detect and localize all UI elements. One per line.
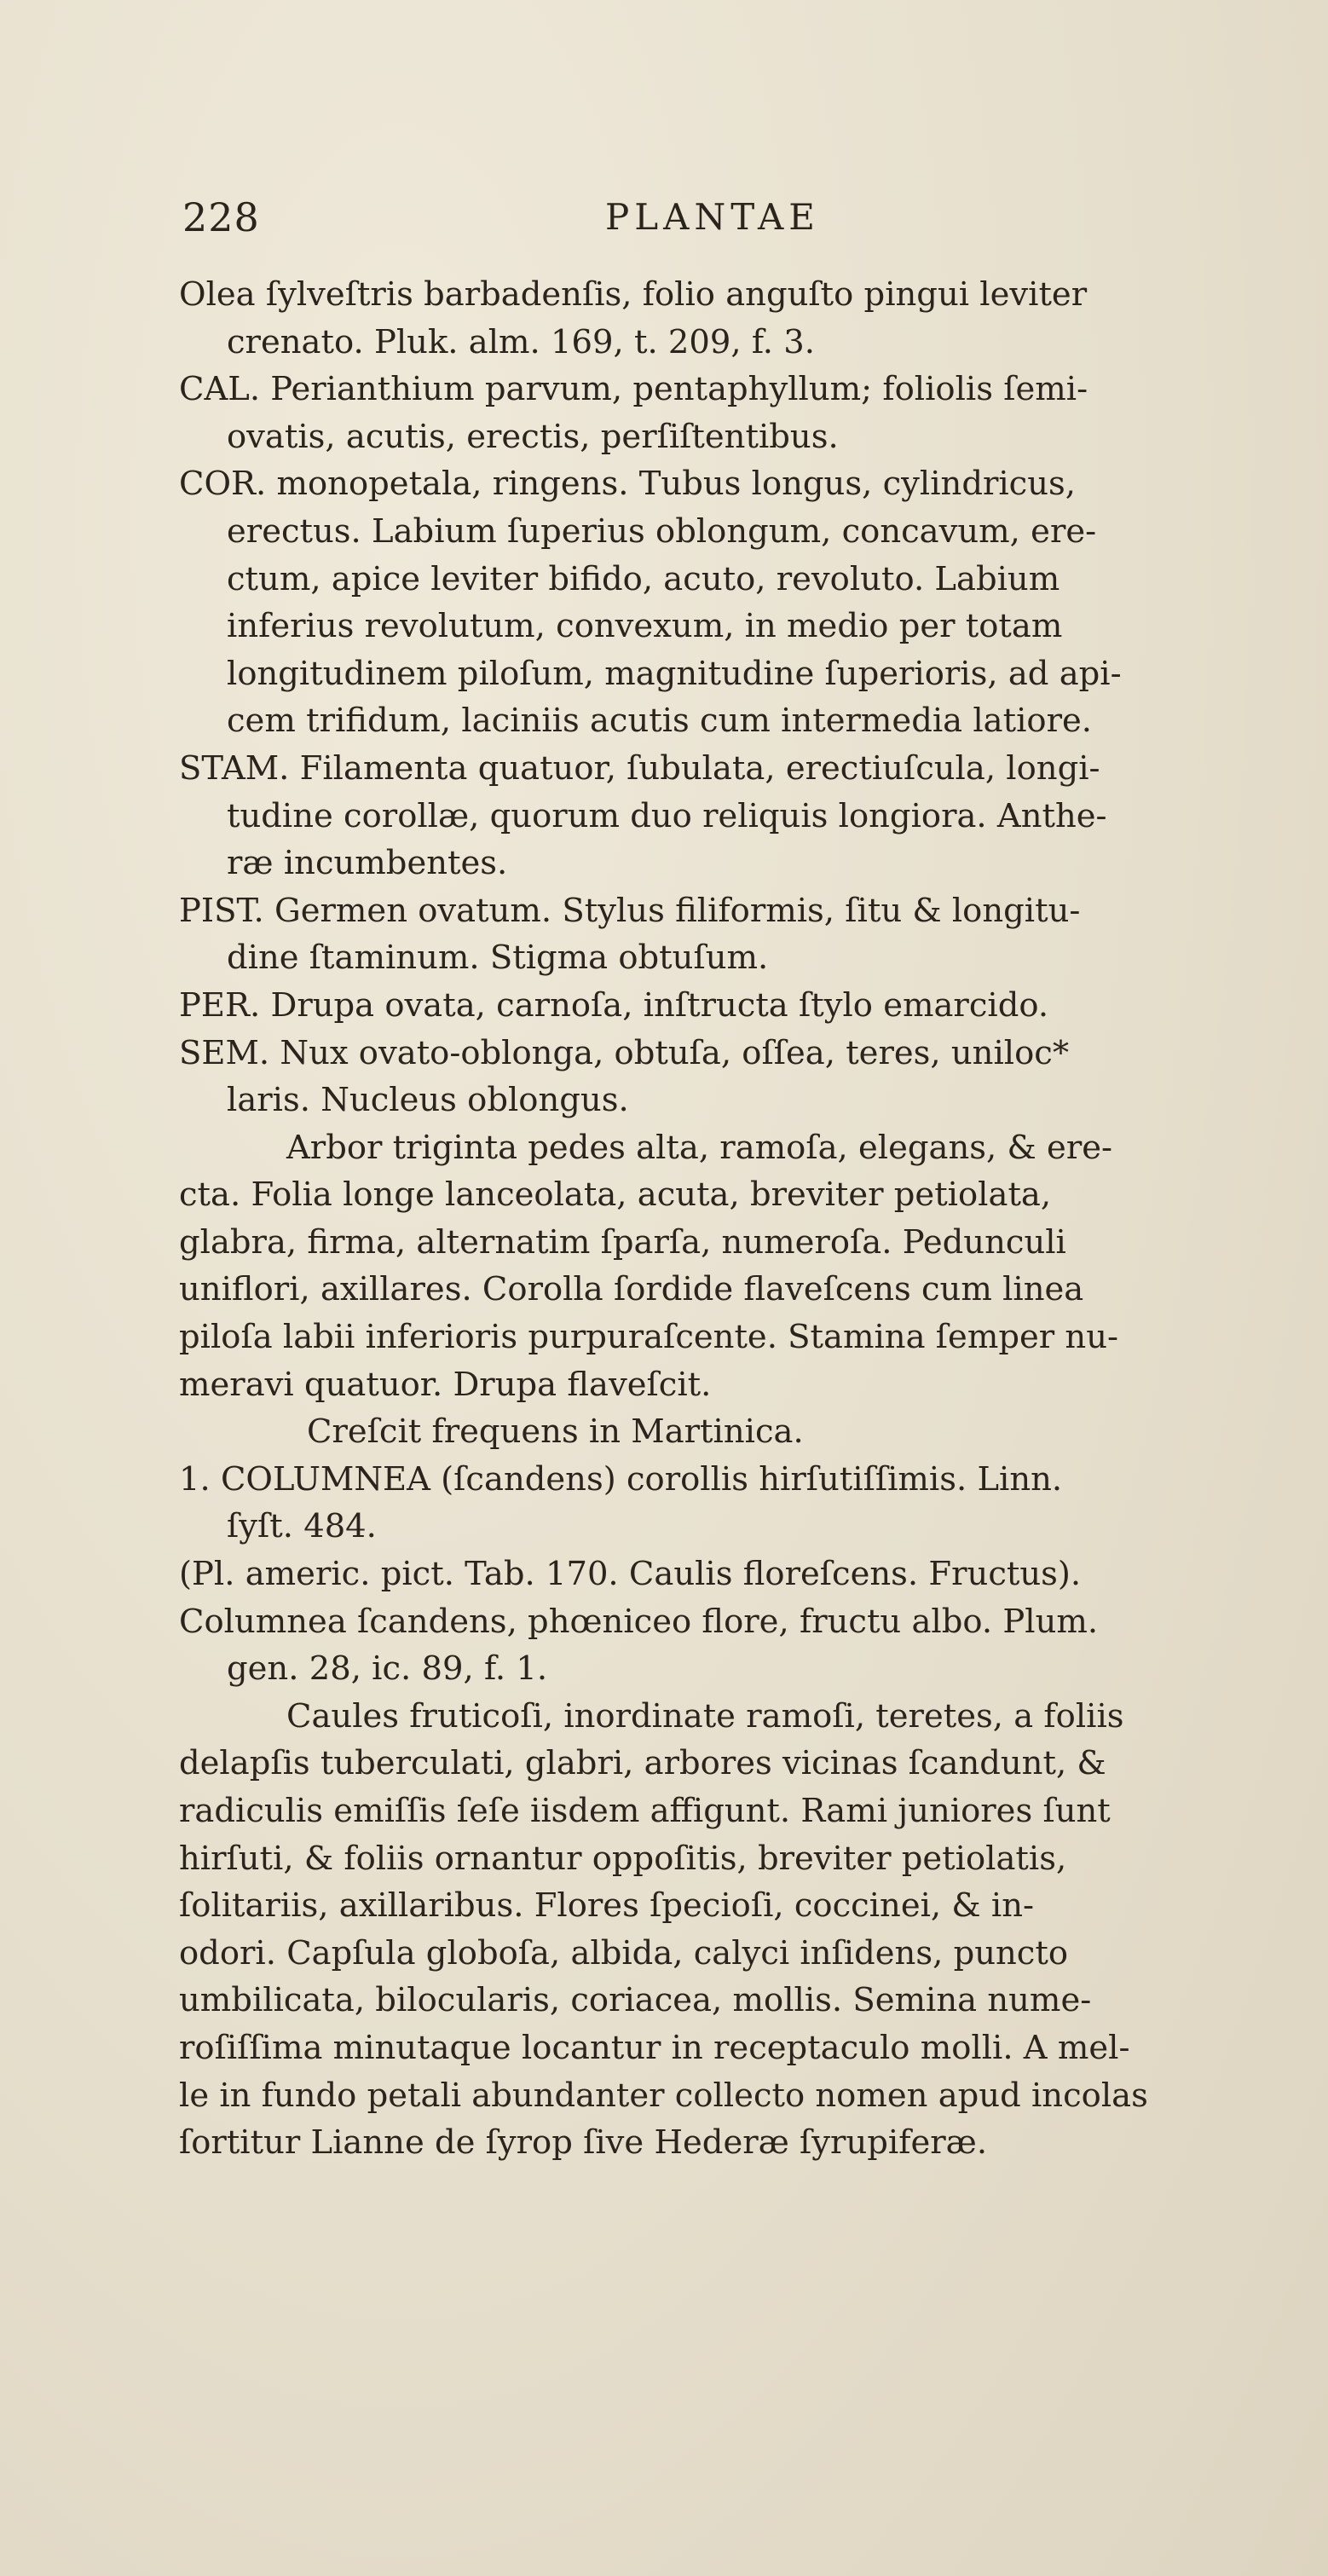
text-line: radiculis emiſſis ſeſe iisdem affigunt. Rami juniores ſunt: [179, 1792, 1111, 1830]
text-line: hirſuti, & foliis ornantur oppoſitis, breviter petiolatis,: [179, 1839, 1067, 1878]
page-number: 228: [182, 194, 260, 240]
text-line: le in fundo petali abundanter collecto nomen apud incolas: [179, 2076, 1148, 2115]
text-line: dine ſtaminum. Stigma obtuſum.: [227, 939, 769, 978]
text-line: longitudinem piloſum, magnitudine ſuperioris, ad api-: [227, 654, 1122, 693]
text-line: COR. monopetala, ringens. Tubus longus, cylindricus,: [179, 465, 1077, 504]
text-line: tudine corollæ, quorum duo reliquis longiora. Anthe-: [227, 796, 1107, 835]
text-line: ſyſt. 484.: [227, 1507, 377, 1546]
text-line: Columnea ſcandens, phœniceo flore, fructu albo. Plum.: [179, 1602, 1099, 1641]
text-line: Olea ſylveſtris barbadenſis, folio anguſto pingui leviter: [179, 275, 1088, 314]
text-line: PIST. Germen ovatum. Stylus filiformis, ſitu & longitu-: [179, 891, 1081, 930]
text-line: ctum, apice leviter bifido, acuto, revoluto. Labium: [227, 559, 1060, 598]
text-line: STAM. Filamenta quatuor, ſubulata, erectiuſcula, longi-: [179, 748, 1100, 788]
text-line: Caules fruticoſi, inordinate ramoſi, teretes, a foliis: [286, 1696, 1124, 1736]
text-line: ovatis, acutis, erectis, perſiſtentibus.: [227, 417, 839, 456]
text-line: ſolitariis, axillaribus. Flores ſpecioſi, coccinei, & in-: [179, 1886, 1035, 1926]
text-line: erectus. Labium ſuperius oblongum, concavum, ere-: [227, 511, 1097, 551]
text-line: roſiſſima minutaque locantur in receptaculo molli. A mel-: [179, 2028, 1130, 2067]
body-text: [179, 271, 1313, 2167]
text-line: umbilicata, bilocularis, coriacea, mollis. Semina nume-: [179, 1981, 1092, 2020]
text-line: odori. Capſula globoſa, albida, calyci inſidens, puncto: [179, 1933, 1069, 1972]
text-line: CAL. Perianthium parvum, pentaphyllum; foliolis ſemi-: [179, 370, 1088, 409]
text-line: 1. COLUMNEA (ſcandens) corollis hirſutiſſimis. Linn.: [179, 1459, 1063, 1499]
text-line: Arbor triginta pedes alta, ramoſa, elegans, & ere-: [286, 1128, 1113, 1167]
text-line: crenato. Pluk. alm. 169, t. 209, f. 3.: [227, 322, 815, 361]
text-line: (Pl. americ. pict. Tab. 170. Caulis floreſcens. Fructus).: [179, 1555, 1082, 1594]
text-line: ræ incumbentes.: [227, 844, 508, 883]
text-line: meravi quatuor. Drupa flaveſcit.: [179, 1365, 712, 1404]
text-line: piloſa labii inferioris purpuraſcente. Stamina ſemper nu-: [179, 1318, 1119, 1357]
running-head: PLANTAE: [605, 196, 820, 238]
text-line: uniflori, axillares. Corolla ſordide flaveſcens cum linea: [179, 1270, 1084, 1309]
text-line: cem trifidum, laciniis acutis cum intermedia latiore.: [227, 702, 1093, 741]
text-line: inferius revolutum, convexum, in medio per totam: [227, 607, 1063, 646]
text-line: PER. Drupa ovata, carnoſa, inſtructa ſtylo emarcido.: [179, 985, 1049, 1025]
text-line: ſortitur Lianne de ſyrop ſive Hederæ ſyrupiferæ.: [179, 2123, 988, 2163]
text-line: laris. Nucleus oblongus.: [227, 1081, 629, 1120]
page-header: [177, 194, 1200, 245]
text-line: Creſcit frequens in Martinica.: [307, 1412, 804, 1452]
text-line: glabra, firma, alternatim ſparſa, numeroſa. Pedunculi: [179, 1222, 1066, 1262]
text-line: gen. 28, ic. 89, f. 1.: [227, 1649, 548, 1689]
text-line: cta. Folia longe lanceolata, acuta, breviter petiolata,: [179, 1175, 1052, 1215]
text-line: delapſis tuberculati, glabri, arbores vicinas ſcandunt, &: [179, 1744, 1106, 1783]
text-line: SEM. Nux ovato-oblonga, obtuſa, oſſea, teres, uniloc*: [179, 1033, 1070, 1072]
